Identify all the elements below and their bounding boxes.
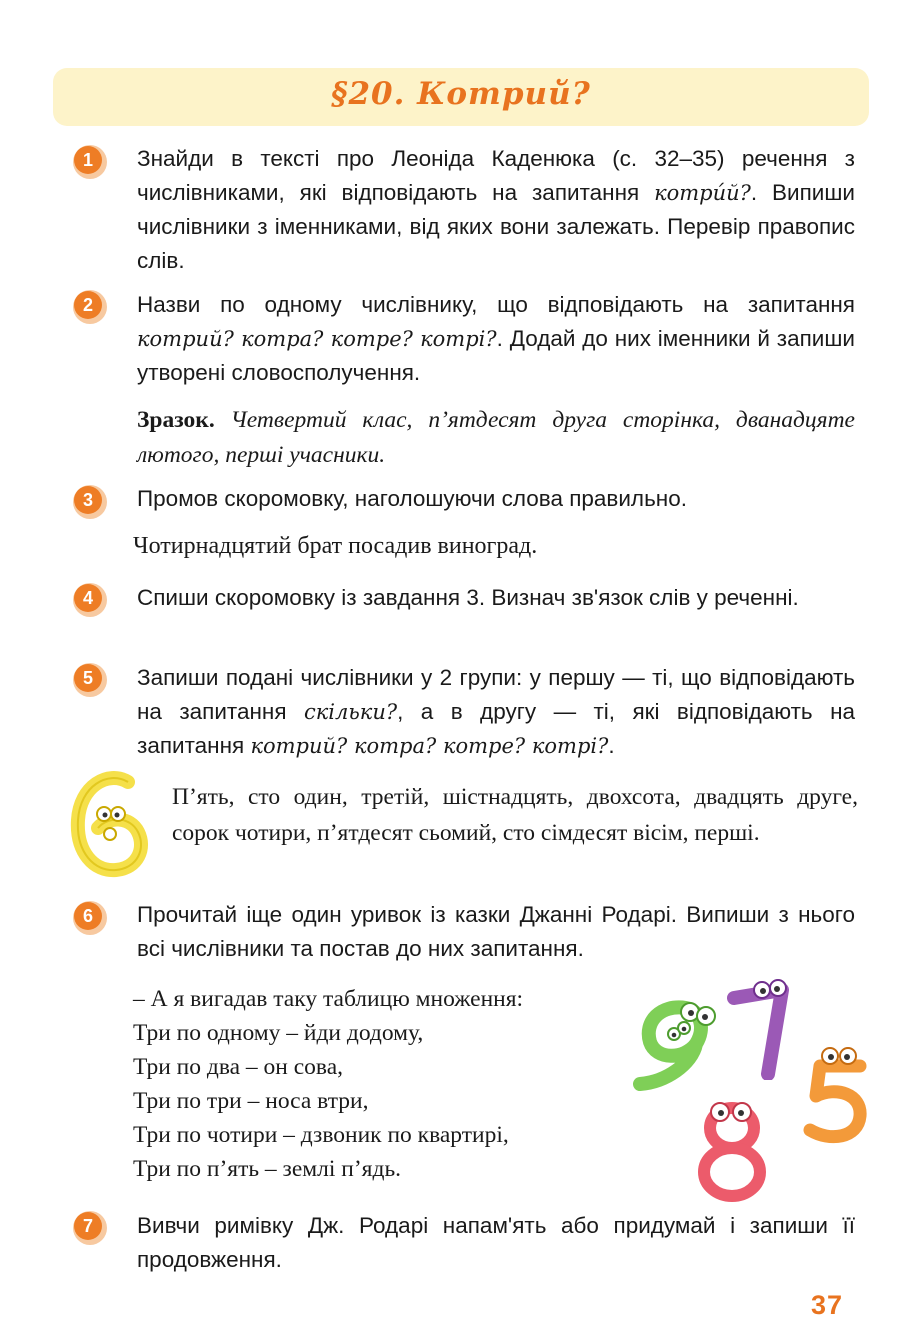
task-number-badge-1 [72, 144, 108, 180]
poem-line: Три по одному – йди додому, [133, 1020, 424, 1046]
task-1-text: Знайди в тексті про Леоніда Каденюка (с. 32–35) речення з числівниками, які відповідають на запитання котрúй?. Випиши числівники з іменниками, від яких вони залежать. Перевір правопис слів. [137, 146, 855, 273]
task-number-6: 6 [82, 906, 94, 926]
task-number-badge-3 [72, 484, 108, 520]
section-title-band [53, 68, 869, 126]
cartoon-digit-6-icon [68, 768, 152, 880]
task-2-example [137, 403, 855, 473]
poem-line: Три по два – он сова, [133, 1054, 344, 1080]
task-number-badge-7 [72, 1210, 108, 1246]
task-number-badge-6 [72, 900, 108, 936]
example-text: Четвертий клас, п’ятдесят друга сторінка, дванадцяте лютого, перші учасники. [137, 407, 855, 468]
task-7-text: Вивчи римівку Дж. Родарі напам'ять або придумай і запиши її продовження. [137, 1213, 855, 1272]
task-number-4: 4 [82, 588, 94, 608]
task-6-text: Прочитай іще один уривок із казки Джанні Родарі. Випиши з нього всі числівники та постав до них запитання. [137, 902, 855, 961]
cartoon-digit-7-icon [724, 976, 800, 1080]
tongue-twister: Чотирнадцятий брат посадив виноград. [133, 533, 538, 559]
task-number-5: 5 [82, 668, 94, 688]
task-5-text: Запиши подані числівники у 2 групи: у першу — ті, що відповідають на запитання скільки?, а в другу — ті, які відповідають на запитання котрий? котра? котре? котрі?. [137, 665, 856, 758]
task-4-text: Спиши скоромовку із завдання 3. Визнач зв'язок слів у реченні. [137, 585, 799, 610]
task-number-7: 7 [82, 1216, 94, 1236]
page-number: 37 [811, 1290, 844, 1320]
poem-line: Три по п’ять – землі п’ядь. [133, 1156, 402, 1182]
cartoon-digit-5-icon [796, 1044, 876, 1148]
poem-line: Три по чотири – дзвоник по квартирі, [133, 1122, 509, 1148]
section-title: §20. Котрий? [331, 76, 591, 112]
task-3-text: Промов скоромовку, наголошуючи слова правильно. [137, 486, 687, 511]
numerals-list: П’ять, сто один, третій, шістнадцять, двохсота, двадцять друге, сорок чотири, п’ятдесят сьомий, сто сімдесят вісім, перші. [172, 784, 858, 846]
task-number-badge-5 [72, 662, 108, 698]
cartoon-digit-8-icon [686, 1094, 778, 1202]
task-number-badge-4 [72, 582, 108, 618]
task-number-1: 1 [82, 150, 94, 170]
task-number-badge-2 [72, 289, 108, 325]
task-2-text: Назви по одному числівнику, що відповідають на запитання котрий? котра? котре? котрі?. Додай до них іменники й запиши утворені словосполучення. [137, 292, 855, 385]
task-number-2: 2 [82, 295, 94, 315]
poem-line: – А я вигадав таку таблицю множення: [133, 986, 524, 1012]
poem-line: Три по три – носа втри, [133, 1088, 369, 1114]
task-number-3: 3 [82, 490, 94, 510]
poem [133, 982, 523, 1186]
cartoon-digit-9-icon [626, 998, 736, 1094]
example-label: Зразок. [137, 407, 215, 433]
